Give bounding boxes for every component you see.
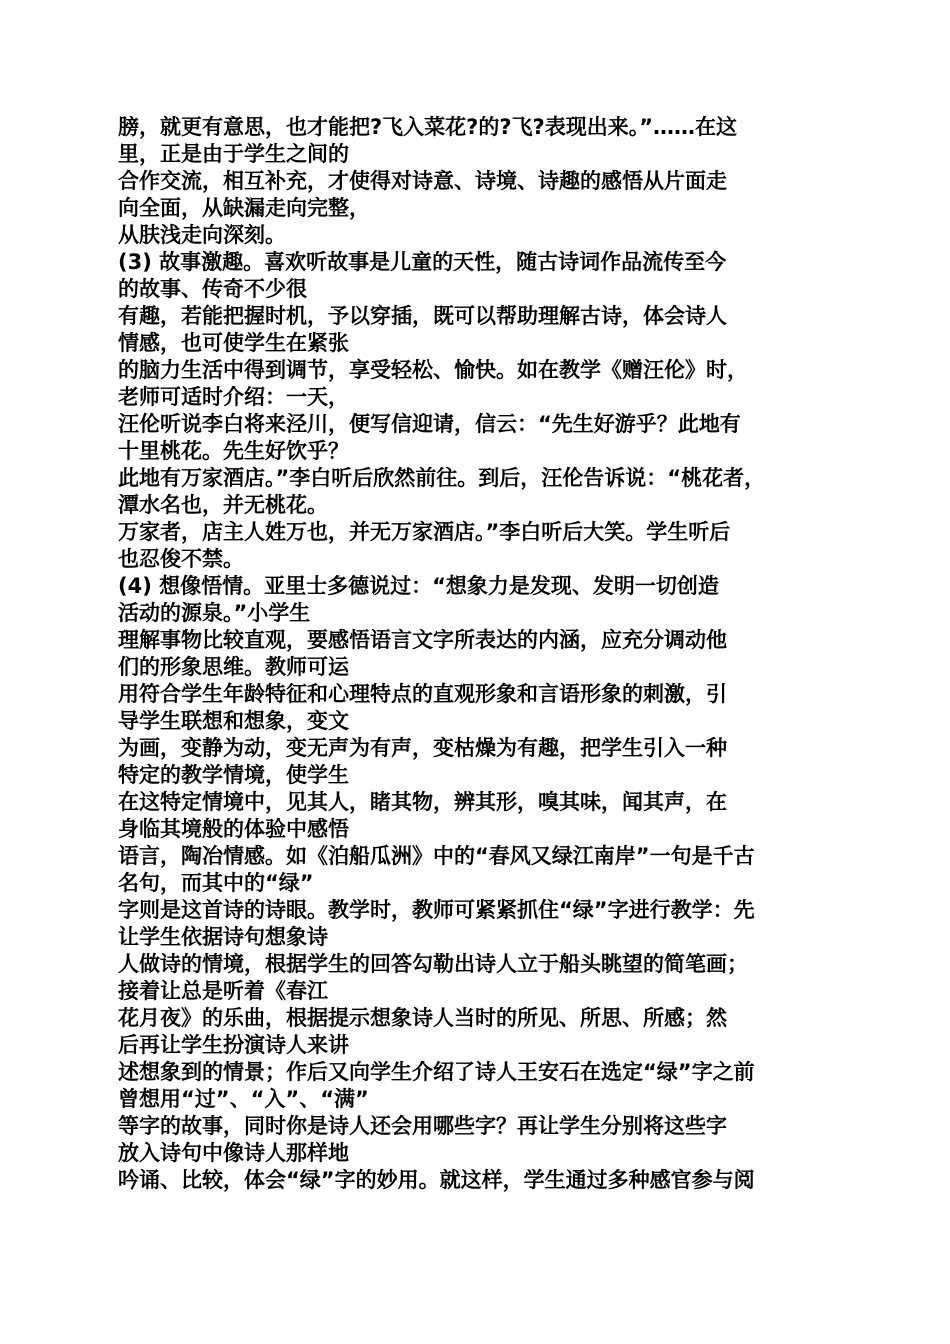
text-line: 汪伦听说李白将来泾川，便写信迎请，信云：“先生好游乎？此地有 [118,412,741,436]
text-line: 老师可适时介绍：一天， [118,385,349,409]
text-line: 导学生联想和想象，变文 [118,709,349,733]
text-line: 里，正是由于学生之间的 [118,142,349,166]
text-line: 吟诵、比较，体会“绿”字的妙用。就这样，学生通过多种感官参与阅 [118,1168,755,1192]
text-line: 人做诗的情境，根据学生的回答勾勒出诗人立于船头眺望的简笔画； [118,952,748,976]
text-line: 曾想用“过”、“入”、“满” [118,1087,369,1111]
text-line: 的脑力生活中得到调节，享受轻松、愉快。如在教学《赠汪伦》时， [118,358,748,382]
text-line: 让学生依据诗句想象诗 [118,925,328,949]
text-line: 为画，变静为动，变无声为有声，变枯燥为有趣，把学生引入一种 [118,736,727,760]
text-line: 的故事、传奇不少很 [118,277,307,301]
text-line: 字则是这首诗的诗眼。教学时，教师可紧紧抓住“绿”字进行教学：先 [118,898,755,922]
text-line: 合作交流，相互补充，才使得对诗意、诗境、诗趣的感悟从片面走 [118,169,727,193]
text-line: 接着让总是听着《春江 [118,979,328,1003]
text-line: 活动的源泉。”小学生 [118,601,311,625]
text-line: 万家者，店主人姓万也，并无万家酒店。”李白听后大笑。学生听后 [118,520,731,544]
text-line: 从肤浅走向深刻。 [118,223,286,247]
text-line: 述想象到的情景；作后又向学生介绍了诗人王安石在选定“绿”字之前 [118,1060,755,1084]
body-text [118,114,840,1194]
text-line: 在这特定情境中，见其人，睹其物，辨其形，嗅其味，闻其声，在 [118,790,727,814]
text-line: 膀，就更有意思，也才能把?飞入菜花?的?飞?表现出来。”……在这 [118,115,738,139]
text-line: 此地有万家酒店。”李白听后欣然前往。到后，汪伦告诉说：“桃花者， [118,466,766,490]
text-line: 特定的教学情境，使学生 [118,763,349,787]
text-line: 放入诗句中像诗人那样地 [118,1141,349,1165]
text-line: 后再让学生扮演诗人来讲 [118,1033,349,1057]
text-line: 理解事物比较直观，要感悟语言文字所表达的内涵，应充分调动他 [118,628,727,652]
text-line: 语言，陶冶情感。如《泊船瓜洲》中的“春风又绿江南岸”一句是千古 [118,844,755,868]
text-line: 名句，而其中的“绿” [118,871,314,895]
text-line: (3) 故事激趣。喜欢听故事是儿童的天性，随古诗词作品流传至今 [118,250,727,274]
text-line: 有趣，若能把握时机，予以穿插，既可以帮助理解古诗，体会诗人 [118,304,727,328]
text-line: 情感，也可使学生在紧张 [118,331,349,355]
text-line: 花月夜》的乐曲，根据提示想象诗人当时的所见、所思、所感；然 [118,1006,727,1030]
text-line: 十里桃花。先生好饮乎？ [118,439,349,463]
text-line: 潭水名也，并无桃花。 [118,493,328,517]
text-line: 也忍俊不禁。 [118,547,244,571]
text-line: 等字的故事，同时你是诗人还会用哪些字？再让学生分别将这些字 [118,1114,727,1138]
text-line: (4) 想像悟情。亚里士多德说过：“想象力是发现、发明一切创造 [118,574,719,598]
text-line: 向全面，从缺漏走向完整， [118,196,370,220]
text-line: 用符合学生年龄特征和心理特点的直观形象和言语形象的刺激，引 [118,682,727,706]
text-line: 身临其境般的体验中感悟 [118,817,349,841]
text-line: 们的形象思维。教师可运 [118,655,349,679]
